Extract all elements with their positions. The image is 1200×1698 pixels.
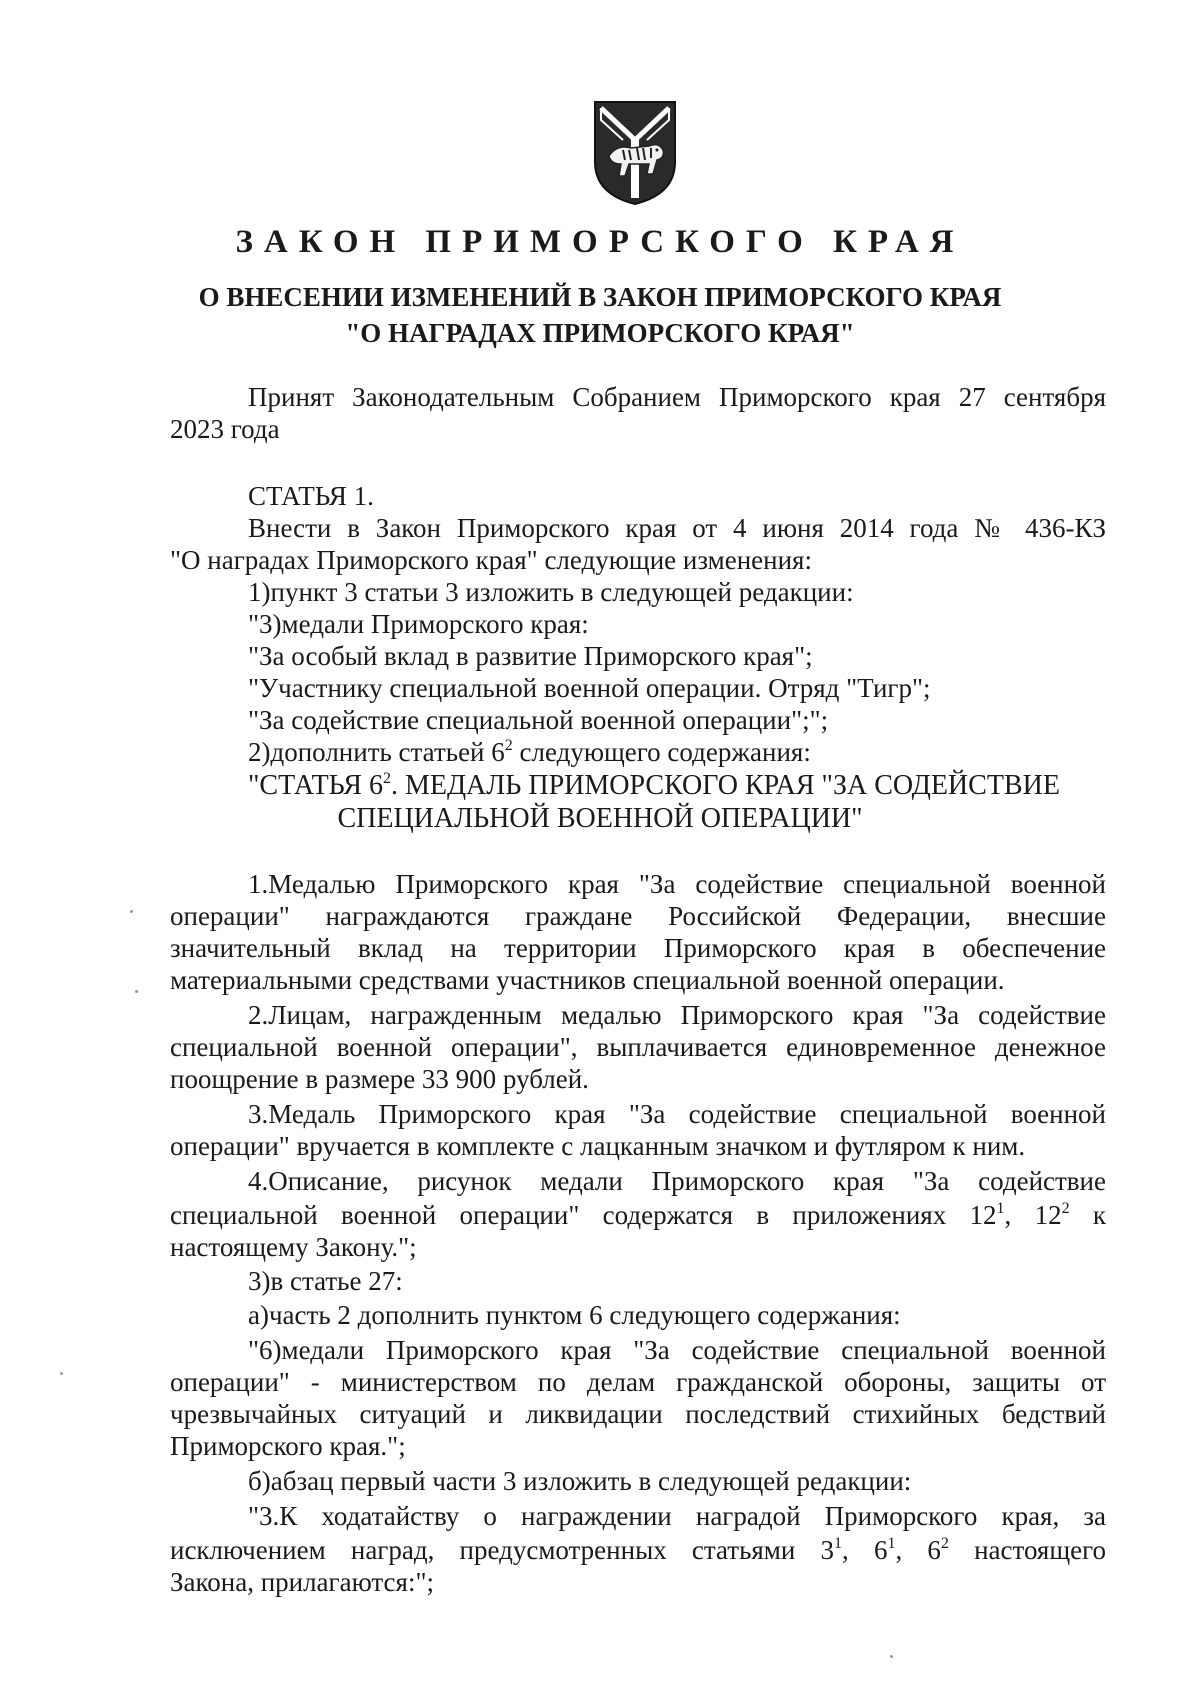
para-4-line-3: настоящему Закону."; xyxy=(170,1232,417,1262)
item-1-quote-3: "Участнику специальной военной операции. Отряд "Тигр"; xyxy=(248,673,931,703)
para-3-line-1: 3.Медаль Приморского края "За содействие специальной военной xyxy=(248,1099,1106,1129)
para-1-line-2: операции" награждаются граждане Российской Федерации, внесшие xyxy=(170,901,1106,931)
item-3-a-quote-2: операции" - министерством по делам гражданской обороны, защиты от xyxy=(170,1367,1106,1397)
item-3-a-quote-4: Приморского края."; xyxy=(170,1431,406,1461)
para-4-line-2: специальной военной операции" содержатся в приложениях $12^1$, $12^2$ к xyxy=(170,1200,1107,1230)
item-3-a-quote-1: "6)медали Приморского края "За содействие специальной военной xyxy=(248,1335,1106,1365)
item-3-b-quote-1: "3.К ходатайству о награждении наградой Приморского края, за xyxy=(248,1501,1106,1531)
subtitle-line-2: "О НАГРАДАХ ПРИМОРСКОГО КРАЯ" xyxy=(345,318,855,348)
scan-speck xyxy=(890,1655,893,1658)
adoption-line-1: Принят Законодательным Собранием Приморского края 27 сентября xyxy=(248,382,1106,412)
subtitle-line-1: О ВНЕСЕНИИ ИЗМЕНЕНИЙ В ЗАКОН ПРИМОРСКОГО КРАЯ xyxy=(198,282,1002,312)
law-title: ЗАКОН ПРИМОРСКОГО КРАЯ xyxy=(235,224,965,260)
para-4-line-1: 4.Описание, рисунок медали Приморского края "За содействие xyxy=(248,1166,1106,1196)
scan-speck xyxy=(130,910,133,913)
para-1-line-3: значительный вклад на территории Приморского края в обеспечение xyxy=(170,933,1106,963)
item-3-b-quote-3: Закона, прилагаются:"; xyxy=(170,1567,434,1597)
item-3-a: а)часть 2 дополнить пунктом 6 следующего содержания: xyxy=(248,1300,901,1330)
article-1-intro-1: Внести в Закон Приморского края от 4 июня 2014 года № 436-КЗ xyxy=(248,513,1106,543)
coat-of-arms-emblem xyxy=(593,100,677,206)
scan-speck xyxy=(60,1372,63,1375)
article-1-intro-2: "О наградах Приморского края" следующие изменения: xyxy=(170,545,812,575)
scan-speck xyxy=(135,990,138,993)
item-1-quote-1: "3)медали Приморского края: xyxy=(248,609,589,639)
adoption-line-2: 2023 года xyxy=(170,414,280,444)
item-3-b: б)абзац первый части 3 изложить в следующей редакции: xyxy=(248,1466,912,1496)
para-3-line-2: операции" вручается в комплекте с лацканным значком и футляром к ним. xyxy=(170,1131,1026,1161)
item-1: 1)пункт 3 статьи 3 изложить в следующей редакции: xyxy=(248,577,854,607)
item-3-heading: 3)в статье 27: xyxy=(248,1266,403,1296)
para-1-line-1: 1.Медалью Приморского края "За содействие специальной военной xyxy=(248,869,1106,899)
para-2-line-1: 2.Лицам, награжденным медалью Приморского края "За содействие xyxy=(248,1000,1106,1030)
item-3-b-quote-2: исключением наград, предусмотренных статьями $3^1$, $6^1$, $6^2$ настоящего xyxy=(170,1535,1107,1565)
item-1-quote-2: "За особый вклад в развитие Приморского края"; xyxy=(248,641,813,671)
para-2-line-3: поощрение в размере 33 900 рублей. xyxy=(170,1064,589,1094)
item-3-a-quote-3: чрезвычайных ситуаций и ликвидации последствий стихийных бедствий xyxy=(170,1399,1106,1429)
para-2-line-2: специальной военной операции", выплачивается единовременное денежное xyxy=(170,1032,1106,1062)
new-article-heading-1: "СТАТЬЯ $6^2$. МЕДАЛЬ ПРИМОРСКОГО КРАЯ "ЗА СОДЕЙСТВИЕ xyxy=(248,770,1060,801)
new-article-heading-2: СПЕЦИАЛЬНОЙ ВОЕННОЙ ОПЕРАЦИИ" xyxy=(337,803,863,834)
article-1-heading: СТАТЬЯ 1. xyxy=(248,481,374,511)
item-2: 2)дополнить статьей $6^2$ следующего содержания: xyxy=(248,737,811,767)
para-1-line-4: материальными средствами участников специальной военной операции. xyxy=(170,965,1005,995)
item-1-quote-4: "За содействие специальной военной операции";"; xyxy=(248,705,829,735)
